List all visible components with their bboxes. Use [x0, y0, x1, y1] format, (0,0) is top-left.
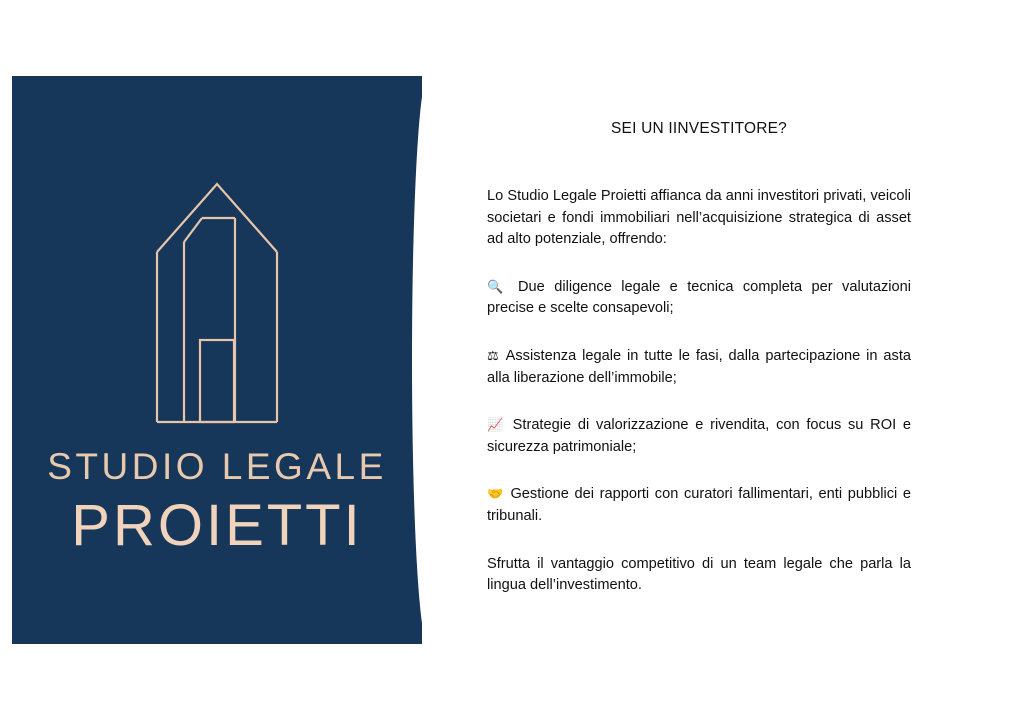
list-item [487, 484, 911, 527]
balance-scale-icon: ⚖ [487, 348, 501, 364]
list-item [487, 346, 911, 389]
list-item-text: Due diligence legale e tecnica completa per valutazioni precise e scelte consapevoli; [487, 278, 911, 317]
list-item [487, 415, 911, 458]
logo-line-2: PROIETTI [71, 493, 363, 558]
intro-paragraph: Lo Studio Legale Proietti affianca da anni investitori privati, veicoli societari e fondi immobiliari nell’acquisizione strategica di asset ad alto potenziale, offrendo: [487, 188, 911, 248]
list-item-text: Gestione dei rapporti con curatori fallimentari, enti pubblici e tribunali. [487, 486, 911, 524]
logo-wordmark [12, 446, 422, 559]
magnifier-icon: 🔍 [487, 279, 509, 295]
logo-line-1: STUDIO LEGALE [47, 446, 387, 487]
list-item-text: Strategie di valorizzazione e rivendita, con focus su ROI e sicurezza patrimoniale; [487, 417, 912, 455]
content-column [487, 120, 911, 597]
house-outline-icon [92, 122, 342, 457]
closing-paragraph: Sfrutta il vantaggio competitivo di un team legale che parla la lingua dell’investimento. [487, 555, 911, 594]
list-item [487, 277, 911, 320]
logo-panel [12, 76, 422, 644]
handshake-icon: 🤝 [487, 487, 505, 503]
list-item-text: Assistenza legale in tutte le fasi, dalla partecipazione in asta alla liberazione dell’immobile; [487, 347, 912, 386]
chart-increasing-icon: 📈 [487, 418, 506, 434]
page-title: SEI UN IINVESTITORE? [611, 120, 787, 137]
